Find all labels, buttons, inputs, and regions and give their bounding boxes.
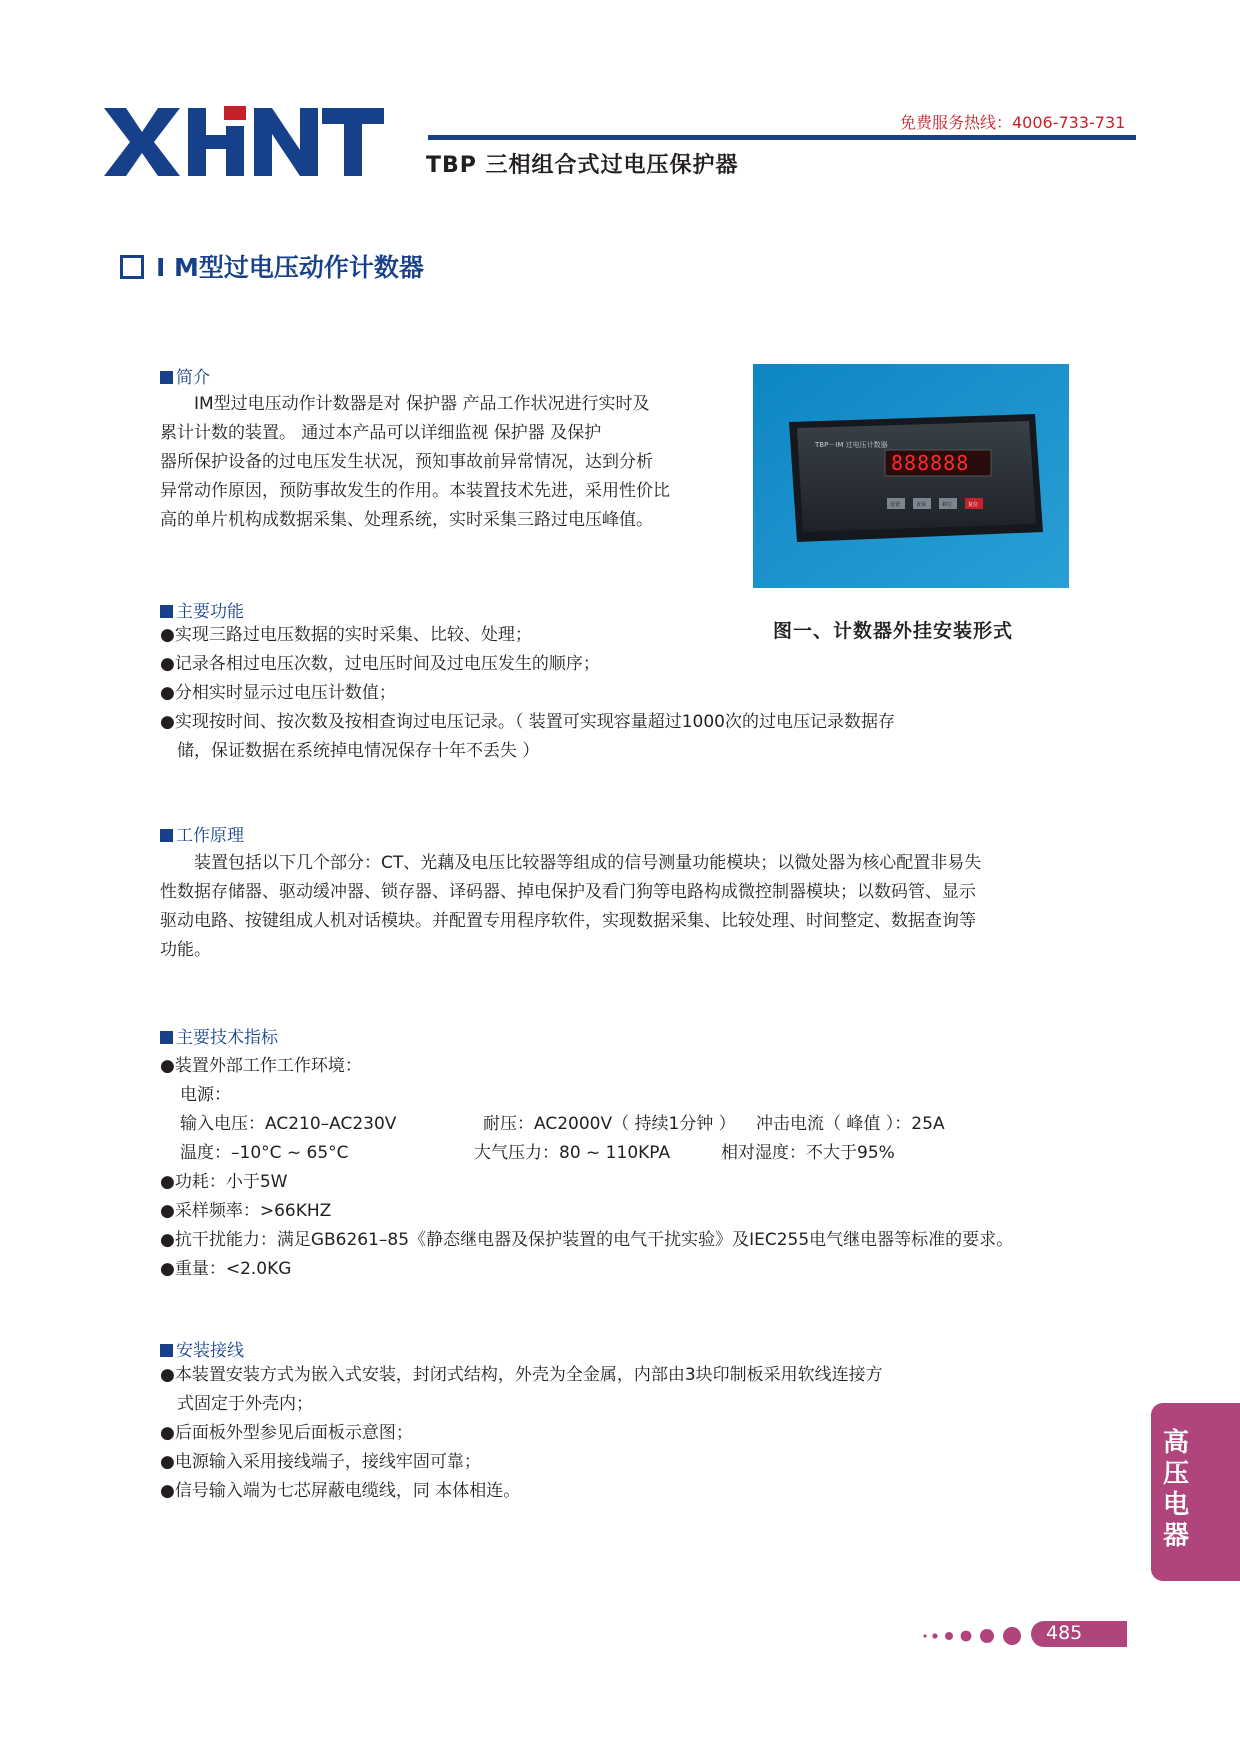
spec-pressure: 大气压力：80 ~ 110KPA bbox=[474, 1143, 671, 1163]
functions-heading bbox=[160, 597, 244, 622]
principle-line: 驱动电路、按键组成人机对话模块。并配置专用程序软件，实现数据采集、比较处理、时间整定、数据查询等 bbox=[160, 911, 976, 931]
product-title: TBP 三相组合式过电压保护器 bbox=[426, 153, 739, 178]
button-query: 查询 bbox=[916, 502, 927, 508]
intro-paragraph bbox=[160, 390, 710, 535]
install-heading bbox=[160, 1336, 244, 1361]
list-item: 储，保证数据在系统掉电情况保存十年不丢失 ） bbox=[160, 741, 540, 761]
category-side-tab-label: 高压电器 bbox=[1163, 1428, 1190, 1551]
spec-power-label: 电源： bbox=[180, 1085, 231, 1105]
square-bullet-icon bbox=[160, 371, 173, 384]
intro-line: 器所保护设备的过电压发生状况，预知事故前异常情况，达到分析 bbox=[160, 452, 653, 472]
list-item: ●电源输入采用接线端子，接线牢固可靠； bbox=[160, 1452, 481, 1472]
principle-heading-label: 工作原理 bbox=[176, 826, 244, 846]
button-set: 设置 bbox=[890, 502, 901, 508]
spec-weight: ●重量：<2.0KG bbox=[160, 1259, 292, 1279]
spec-surge-current: 冲击电流（ 峰值 ）：25A bbox=[756, 1114, 945, 1134]
xhnt-logo bbox=[104, 104, 384, 180]
service-hotline: 免费服务热线：4006-733-731 bbox=[900, 113, 1126, 132]
install-list bbox=[160, 1361, 1000, 1506]
functions-heading-label: 主要功能 bbox=[176, 602, 244, 622]
square-bullet-icon bbox=[160, 829, 173, 842]
list-item: ●信号输入端为七芯屏蔽电缆线，同 本体相连。 bbox=[160, 1481, 521, 1501]
list-item: ●实现按时间、按次数及按相查询过电压记录。（ 装置可实现容量超过1000次的过电压记录数据存 bbox=[160, 712, 895, 732]
specs-heading-label: 主要技术指标 bbox=[176, 1028, 278, 1048]
spec-sampling: ●采样频率：>66KHZ bbox=[160, 1201, 332, 1221]
spec-environment: ●装置外部工作工作环境： bbox=[160, 1056, 362, 1076]
button-shift: 移位 bbox=[942, 502, 953, 508]
square-bullet-icon bbox=[160, 605, 173, 618]
spec-humidity: 相对湿度：不大于95% bbox=[721, 1143, 895, 1163]
counter-device-photo bbox=[753, 364, 1069, 588]
list-item: 式固定于外壳内； bbox=[160, 1394, 313, 1414]
functions-list bbox=[160, 621, 980, 766]
intro-line: 累计计数的装置。 通过本产品可以详细监视 保护器 及保护 bbox=[160, 423, 602, 443]
principle-heading bbox=[160, 821, 244, 846]
list-item: ●记录各相过电压次数，过电压时间及过电压发生的顺序； bbox=[160, 654, 600, 674]
intro-heading-label: 简介 bbox=[176, 368, 210, 388]
square-bullet-icon bbox=[160, 1031, 173, 1044]
button-reset: 复位 bbox=[968, 502, 979, 508]
figure-caption: 图一、计数器外挂安装形式 bbox=[773, 620, 1014, 642]
page-dots-decoration bbox=[921, 1624, 1031, 1648]
list-item: ●后面板外型参见后面板示意图； bbox=[160, 1423, 413, 1443]
principle-line: 装置包括以下几个部分：CT、光藕及电压比较器等组成的信号测量功能模块；以微处器为核心配置非易失 bbox=[160, 853, 982, 873]
page-number: 485 bbox=[1046, 1622, 1083, 1644]
list-item: ●本装置安装方式为嵌入式安装，封闭式结构，外壳为全金属，内部由3块印制板采用软线连接方 bbox=[160, 1365, 883, 1385]
intro-line: 异常动作原因，预防事故发生的作用。本装置技术先进，采用性价比 bbox=[160, 481, 670, 501]
section-checkbox-icon bbox=[120, 255, 144, 279]
specs-heading bbox=[160, 1023, 278, 1048]
principle-paragraph bbox=[160, 849, 1065, 965]
principle-line: 性数据存储器、驱动缓冲器、锁存器、译码器、掉电保护及看门狗等电路构成微控制器模块；以数码管、显示 bbox=[160, 882, 976, 902]
list-item: ●分相实时显示过电压计数值； bbox=[160, 683, 396, 703]
install-heading-label: 安装接线 bbox=[176, 1341, 244, 1361]
specs-block bbox=[160, 1047, 1120, 1287]
spec-withstand-voltage: 耐压：AC2000V（ 持续1分钟 ） bbox=[483, 1114, 736, 1134]
led-display: 888888 bbox=[891, 451, 970, 475]
header-divider bbox=[428, 135, 1136, 140]
spec-input-voltage: 输入电压：AC210–AC230V bbox=[180, 1114, 397, 1134]
intro-heading bbox=[160, 363, 210, 388]
panel-label: TBP－IM 过电压计数器 bbox=[815, 441, 888, 449]
square-bullet-icon bbox=[160, 1344, 173, 1357]
list-item: ●实现三路过电压数据的实时采集、比较、处理； bbox=[160, 625, 532, 645]
spec-emc: ●抗干扰能力：满足GB6261–85《静态继电器及保护装置的电气干扰实验》及IEC255电气继电器等标准的要求。 bbox=[160, 1230, 1014, 1250]
spec-temperature: 温度：–10°C ~ 65°C bbox=[180, 1143, 349, 1163]
spec-consumption: ●功耗：小于5W bbox=[160, 1172, 288, 1192]
section-title: I M型过电压动作计数器 bbox=[156, 253, 424, 282]
intro-line: IM型过电压动作计数器是对 保护器 产品工作状况进行实时及 bbox=[160, 394, 650, 414]
intro-line: 高的单片机构成数据采集、处理系统，实时采集三路过电压峰值。 bbox=[160, 510, 653, 530]
principle-line: 功能。 bbox=[160, 940, 211, 960]
